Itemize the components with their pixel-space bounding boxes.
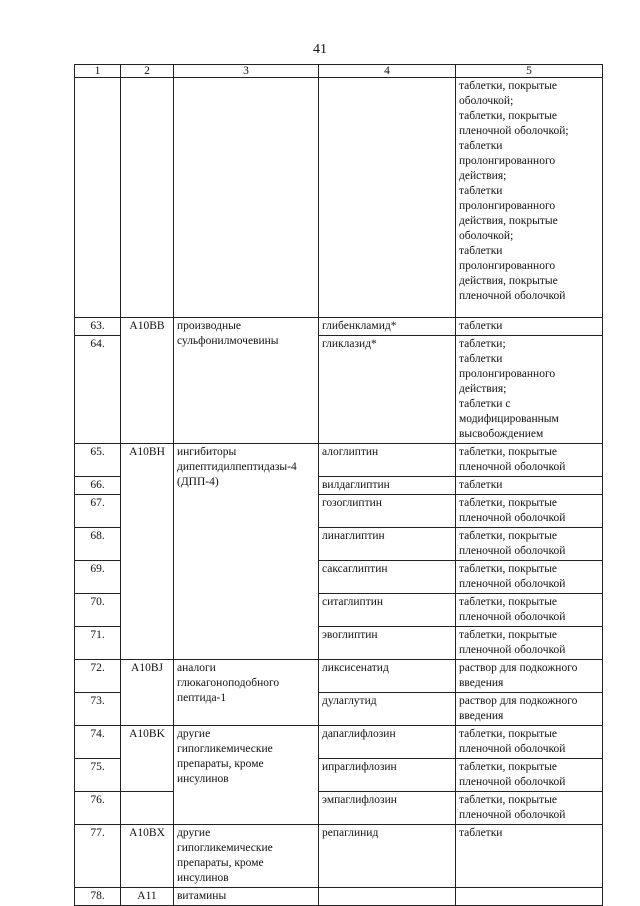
drug-name-cell: вилдаглиптин [319,477,456,495]
table-row [75,78,603,318]
drug-name-cell: глибенкламид* [319,318,456,336]
dosage-form-cell: таблетки, покрытые пленочной оболочкой [456,594,603,627]
dosage-form-cell: таблетки [456,318,603,336]
atc-code-cell: A10BB [121,318,174,444]
dosage-form-cell: раствор для подкожного введения [456,693,603,726]
dosage-form-cell: таблетки, покрытые пленочной оболочкой [456,528,603,561]
row-number-cell: 72. [75,660,121,693]
atc-code-cell: A10BH [121,444,174,660]
row-number-cell: 71. [75,627,121,660]
row-number-cell [75,78,121,318]
column-header: 2 [121,65,174,78]
drug-name-cell: ликсисенатид [319,660,456,693]
row-number-cell: 76. [75,792,121,825]
table-row [75,792,603,825]
table-header-row [75,65,603,78]
dosage-form-cell: таблетки [456,477,603,495]
drug-name-cell: эмпаглифлозин [319,792,456,825]
drug-name-cell: саксаглиптин [319,561,456,594]
table-row [75,726,603,759]
group-cell: ингибиторы дипептидилпептидазы-4 (ДПП-4) [174,444,319,660]
drug-name-cell: гозоглиптин [319,495,456,528]
row-number-cell: 66. [75,477,121,495]
drug-name-cell [319,78,456,318]
table-row [75,888,603,906]
dosage-form-cell: таблетки, покрытые пленочной оболочкой [456,561,603,594]
group-cell [174,78,319,318]
row-number-cell: 64. [75,336,121,444]
atc-code-cell: A10BK [121,726,174,792]
row-number-cell: 78. [75,888,121,906]
group-cell: аналоги глюкагоноподобного пептида-1 [174,660,319,726]
table-row [75,444,603,477]
row-number-cell: 74. [75,726,121,759]
column-header: 1 [75,65,121,78]
page-number: 41 [313,42,327,57]
atc-code-cell: A10BX [121,825,174,888]
drug-name-cell: эвоглиптин [319,627,456,660]
drug-name-cell [319,888,456,906]
column-header: 4 [319,65,456,78]
drug-name-cell: гликлазид* [319,336,456,444]
table-row [75,825,603,888]
dosage-form-cell: таблетки, покрытые пленочной оболочкой [456,627,603,660]
dosage-form-cell: таблетки, покрытые пленочной оболочкой [456,792,603,825]
dosage-form-cell: раствор для подкожного введения [456,660,603,693]
atc-code-cell [121,792,174,825]
row-number-cell: 73. [75,693,121,726]
drug-name-cell: дапаглифлозин [319,726,456,759]
drug-name-cell: дулаглутид [319,693,456,726]
dosage-form-cell: таблетки; таблетки пролонгированного действия; таблетки с модифицированным высвобождением [456,336,603,444]
group-cell: другие гипогликемические препараты, кроме инсулинов [174,825,319,888]
column-header: 5 [456,65,603,78]
drug-name-cell: ситаглиптин [319,594,456,627]
group-cell: витамины [174,888,319,906]
atc-code-cell [121,78,174,318]
drug-name-cell: репаглинид [319,825,456,888]
row-number-cell: 67. [75,495,121,528]
dosage-form-cell: таблетки, покрытые пленочной оболочкой [456,444,603,477]
drug-name-cell: ипраглифлозин [319,759,456,792]
dosage-form-cell: таблетки, покрытые пленочной оболочкой [456,759,603,792]
row-number-cell: 69. [75,561,121,594]
row-number-cell: 70. [75,594,121,627]
atc-code-cell: A10BJ [121,660,174,726]
dosage-form-cell [456,888,603,906]
atc-code-cell: A11 [121,888,174,906]
drug-table [74,64,603,906]
dosage-form-cell: таблетки, покрытые пленочной оболочкой [456,495,603,528]
group-cell: производные сульфонилмочевины [174,318,319,444]
column-header: 3 [174,65,319,78]
drug-name-cell: алоглиптин [319,444,456,477]
dosage-form-cell: таблетки, покрытые оболочкой; таблетки, покрытые пленочной оболочкой; таблетки пролонгированного действия; таблетки пролонгированного действия, покрытые оболочкой; таблетки пролонгированного действия, покрытые пленочной оболочкой [456,78,603,318]
table-row [75,660,603,693]
dosage-form-cell: таблетки [456,825,603,888]
row-number-cell: 75. [75,759,121,792]
row-number-cell: 65. [75,444,121,477]
drug-name-cell: линаглиптин [319,528,456,561]
row-number-cell: 77. [75,825,121,888]
group-cell: другие гипогликемические препараты, кроме инсулинов [174,726,319,825]
row-number-cell: 63. [75,318,121,336]
table-row [75,318,603,336]
row-number-cell: 68. [75,528,121,561]
dosage-form-cell: таблетки, покрытые пленочной оболочкой [456,726,603,759]
